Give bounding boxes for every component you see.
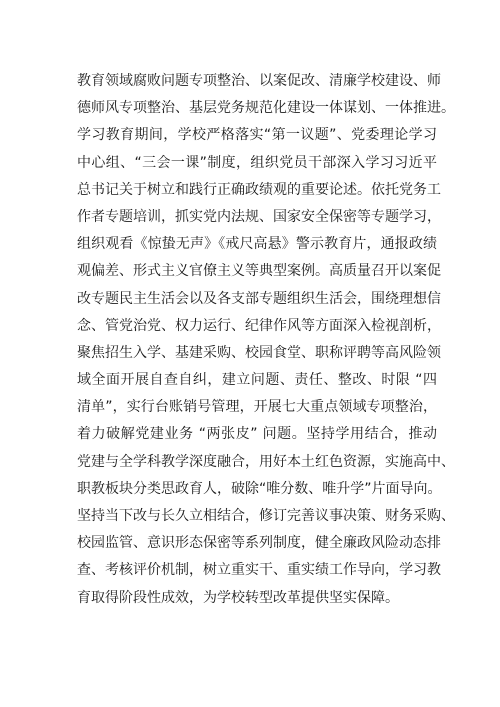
text-line: 改专题民主生活会以及各支部专题组织生活会，围绕理想信	[77, 290, 441, 307]
text-line: 查、考核评价机制，树立重实干、重实绩工作导向，学习教	[77, 562, 441, 579]
text-line: 念、管党治党、权力运行、纪律作风等方面深入检视剖析，	[77, 317, 441, 334]
text-line: 组织观看《惊蛰无声》《戒尺高悬》警示教育片，通报政绩	[77, 236, 437, 253]
text-line: 德师风专项整治、基层党务规范化建设一体谋划、一体推进。	[77, 100, 455, 117]
text-line: 域全面开展自查自纠，建立问题、责任、整改、时限 “四	[77, 372, 437, 389]
text-line: 职教板块分类思政育人，破除“唯分数、唯升学”片面导向。	[77, 480, 442, 497]
text-line: 学习教育期间，学校严格落实“第一议题”、党委理论学习	[77, 127, 437, 144]
text-line: 清单”，实行台账销号管理，开展七大重点领域专项整治，	[77, 399, 437, 416]
text-line: 党建与全学科教学深度融合，用好本土红色资源，实施高中、	[77, 453, 455, 470]
text-line-last: 育取得阶段性成效，为学校转型改革提供坚实保障。	[77, 589, 399, 606]
text-line: 观偏差、形式主义官僚主义等典型案例。高质量召开以案促	[77, 263, 441, 280]
body-paragraph	[77, 68, 455, 612]
text-line: 总书记关于树立和践行正确政绩观的重要论述。依托党务工	[77, 181, 441, 198]
text-line: 教育领域腐败问题专项整治、以案促改、清廉学校建设、师	[77, 73, 441, 89]
text-line: 中心组、“三会一课”制度，组织党员干部深入学习习近平	[77, 154, 437, 171]
text-line: 聚焦招生入学、基建采购、校园食堂、职称评聘等高风险领	[77, 344, 441, 361]
text-line: 作者专题培训，抓实党内法规、国家安全保密等专题学习，	[77, 208, 441, 225]
text-line: 着力破解党建业务 “两张皮” 问题。坚持学用结合，推动	[77, 426, 437, 443]
text-line: 坚持当下改与长久立相结合，修订完善议事决策、财务采购、	[77, 508, 455, 524]
text-line: 校园监管、意识形态保密等系列制度，健全廉政风险动态排	[77, 535, 441, 552]
